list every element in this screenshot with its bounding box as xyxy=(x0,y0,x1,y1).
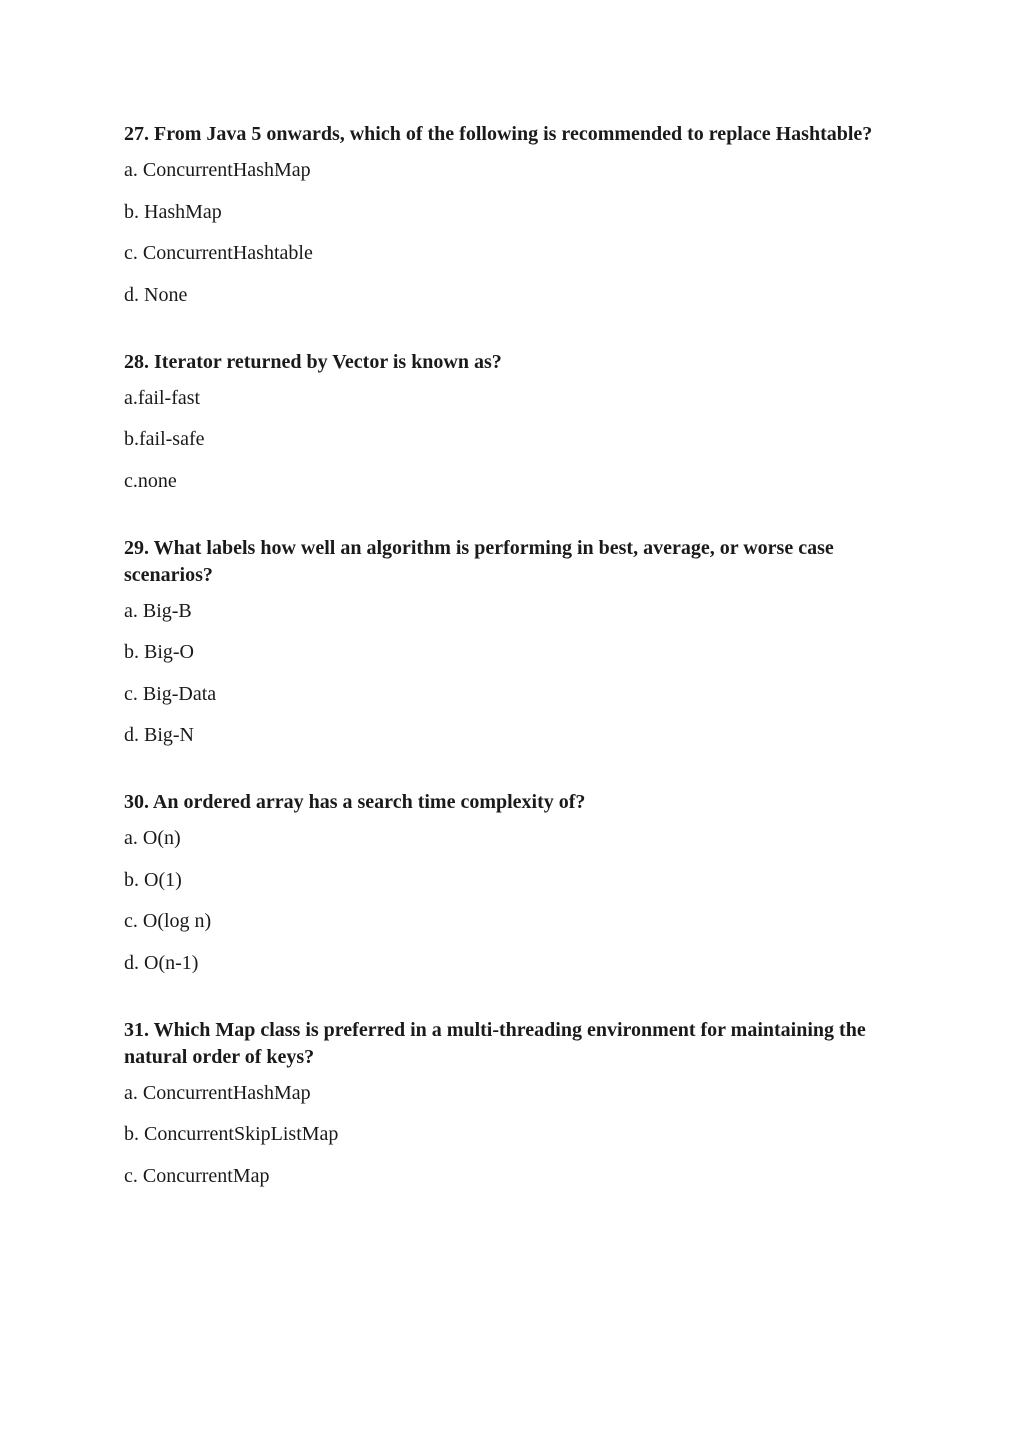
option-item: d. None xyxy=(124,283,188,306)
option-item: b. ConcurrentSkipListMap xyxy=(124,1123,339,1145)
option-item: a. ConcurrentHashMap xyxy=(124,159,311,181)
option-item: b. HashMap xyxy=(124,200,222,223)
question-text: 31. Which Map class is preferred in a multi-threading environment for maintaining the natural order of keys? xyxy=(124,1018,866,1068)
option-item: a. Big-B xyxy=(124,599,192,622)
option-item: c. ConcurrentHashtable xyxy=(124,242,313,264)
option-item: b. Big-O xyxy=(124,641,194,663)
option-item: c.none xyxy=(124,469,177,492)
option-list xyxy=(124,385,884,495)
option-list xyxy=(124,598,884,750)
option-item: a. ConcurrentHashMap xyxy=(124,1081,311,1104)
option-item: d. O(n-1) xyxy=(124,951,199,974)
option-item: d. Big-N xyxy=(124,724,194,746)
option-item: a. O(n) xyxy=(124,827,181,849)
option-item: b.fail-safe xyxy=(124,428,205,450)
question-27 xyxy=(124,121,884,309)
option-item: c. O(log n) xyxy=(124,910,212,932)
option-list xyxy=(124,157,884,309)
question-text: 27. From Java 5 onwards, which of the following is recommended to replace Hashtable? xyxy=(124,123,873,145)
option-item: c. ConcurrentMap xyxy=(124,1164,270,1187)
document-page xyxy=(124,121,884,1204)
question-text: 28. Iterator returned by Vector is known as? xyxy=(124,350,502,373)
option-item: c. Big-Data xyxy=(124,682,217,705)
question-text: 30. An ordered array has a search time complexity of? xyxy=(124,791,586,813)
option-list xyxy=(124,825,884,977)
question-29 xyxy=(124,535,884,750)
question-28 xyxy=(124,349,884,495)
question-30 xyxy=(124,789,884,977)
option-list xyxy=(124,1080,884,1190)
option-item: a.fail-fast xyxy=(124,386,201,409)
question-31 xyxy=(124,1017,884,1190)
option-item: b. O(1) xyxy=(124,868,182,891)
question-text: 29. What labels how well an algorithm is performing in best, average, or worse case scenarios? xyxy=(124,536,834,586)
